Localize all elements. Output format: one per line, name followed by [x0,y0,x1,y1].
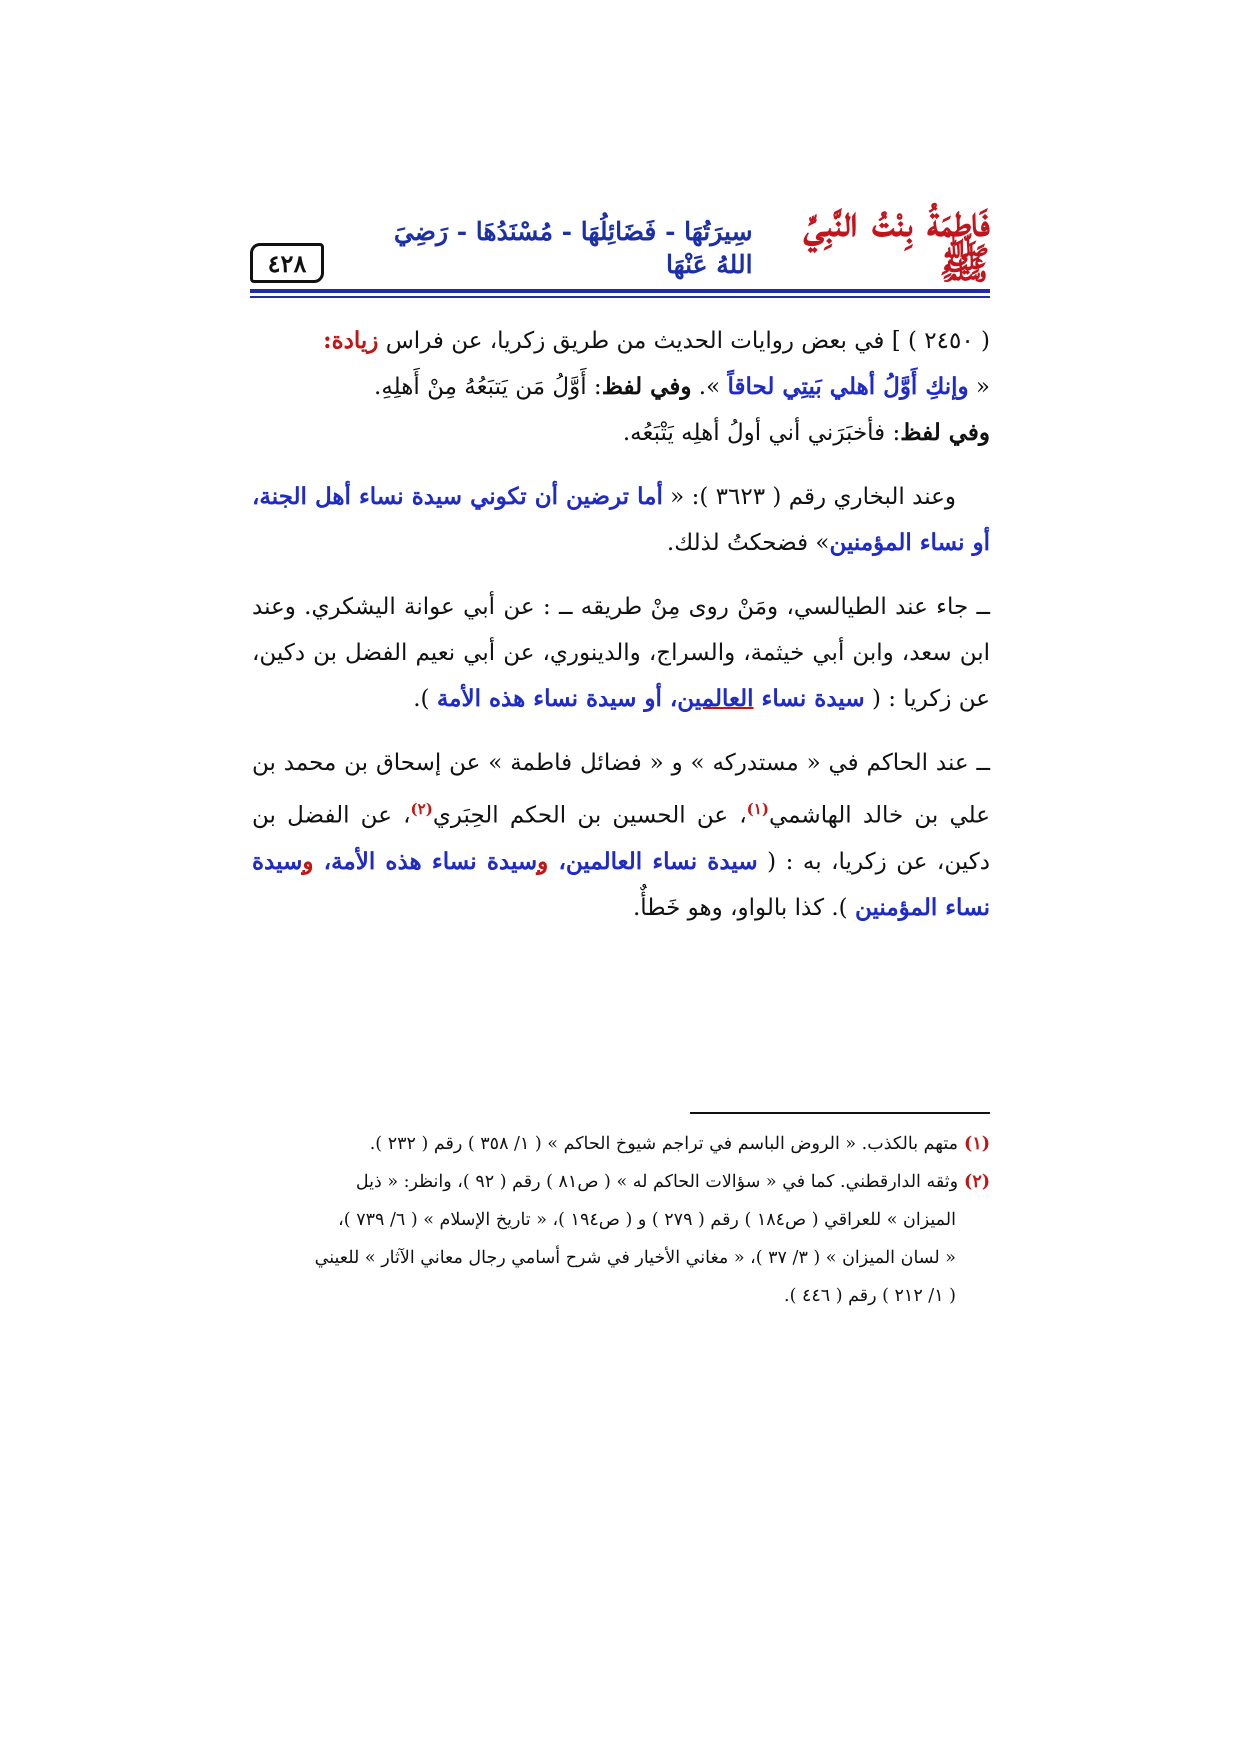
footnote-2-line-4: ( ١/ ٢١٢ ) رقم ( ٤٤٦ ). [784,1286,956,1306]
p4-quote-2: سيدة نساء هذه الأمة، [313,847,538,875]
p2-hadith-quote: أما ترضين أن تكوني سيدة نساء أهل الجنة، أو نساء المؤمنين [252,483,990,556]
p4-quote-1: سيدة نساء العالمين، [548,847,758,875]
paragraph-2 [252,474,990,566]
page-number: ٤٢٨ [267,248,307,278]
p1-open-quote: « [968,374,990,400]
p3-text-1: ــ جاء عند الطيالسي، ومَنْ روى مِنْ طريقه ــ : عن أبي عوانة اليشكري. وعند ابن سعد، وابن أبي خيثمة، والسراج، والدينوري، عن أبي نعيم الفضل بن دكين، عن زكريا : ( [252,594,990,712]
p1-lafz-text-1: : أَوَّلُ مَن يَتبَعُهُ مِنْ أَهلِهِ. [374,374,602,400]
book-subtitle: سِيرَتُهَا - فَضَائِلُهَا - مُسْنَدُهَا - رَضِيَ اللهُ عَنْهَا [393,217,753,279]
p2-text-2: » فضحكتُ لذلك. [666,530,830,556]
p2-text-1: وعند البخاري رقم ( ٣٦٢٣ ): « [662,484,956,510]
paragraph-1 [252,318,990,456]
p4-text-3: ، عن الفضل بن دكين، عن زكريا، به : ( [252,802,990,875]
p1-lafz-label-1: وفي لفظ [601,373,692,400]
p1-addition-label: زيادة: [323,327,379,354]
paragraph-4 [252,740,990,931]
p4-quote-3: سيدة نساء المؤمنين [252,847,990,921]
header-rule-thick [250,289,990,293]
page-header [250,197,990,295]
footnote-2-line-2: الميزان » للعراقي ( ص١٨٤ ) رقم ( ٢٧٩ ) و ( ص١٩٤ )، « تاريخ الإسلام » ( ٦/ ٧٣٩ )، [338,1210,956,1230]
p4-text-4: ). كذا بالواو، وهو خَطأٌ. [632,894,855,921]
footnote-1 [252,1125,990,1163]
p4-text-1: ــ عند الحاكم في « مستدركه » و « فضائل فاطمة » عن إسحاق بن محمد بن علي بن خالد الهاشمي [252,750,990,829]
footnote-2-line-1: وثقه الدارقطني. كما في « سؤالات الحاكم له » ( ص٨١ ) رقم ( ٩٢ )، وانظر: « ذيل [355,1172,959,1192]
footnote-separator [690,1112,990,1114]
footnote-ref-1[interactable]: (١) [746,800,769,818]
footnote-2-mark: (٢) [964,1172,990,1192]
footnote-ref-2[interactable]: (٢) [410,800,433,818]
footnote-1-text: متهم بالكذب. « الروض الباسم في تراجم شيوخ الحاكم » ( ١/ ٣٥٨ ) رقم ( ٢٣٢ ). [369,1134,959,1154]
p1-close-quote: ». [691,374,728,400]
footnote-2-line-3: « لسان الميزان » ( ٣/ ٣٧ )، « مغاني الأخيار في شرح أسامي رجال معاني الآثار » للعيني [314,1248,956,1268]
header-rule-thin [250,296,990,298]
p3-quote-1: سيدة نساء [753,685,865,712]
main-text [252,318,990,949]
p1-lafz-text-2: : فأخبَرَني أني أولُ أهلِه يَتْبَعُه. [622,420,901,446]
page-number-frame [250,243,324,283]
paragraph-3 [252,584,990,722]
p1-hadith-quote: وإنكِ أَوَّلُ أهلي بَيتِي لحاقاً [727,373,969,400]
p3-quote-2: ، أو سيدة نساء هذه الأمة [436,685,678,712]
running-title [350,197,990,288]
p4-text-2: ، عن الحسين بن الحكم الحِبَري [432,802,747,829]
footnotes [252,1125,990,1315]
footnote-2 [252,1163,990,1201]
p4-waw-1: و [537,847,549,875]
p1-lafz-label-2: وفي لفظ [900,419,990,446]
book-title: فَاطِمَةُ بِنْتُ النَّبِيِّ ﷺ [803,197,990,288]
p3-text-2: ). [413,686,437,712]
p1-text-1: ( ٢٤٥٠ ) ] في بعض روايات الحديث من طريق زكريا، عن فراس [378,328,990,354]
footnote-1-mark: (١) [964,1134,990,1154]
p4-waw-2: و [302,847,314,875]
p3-quote-underlined: العالمين [677,685,754,712]
